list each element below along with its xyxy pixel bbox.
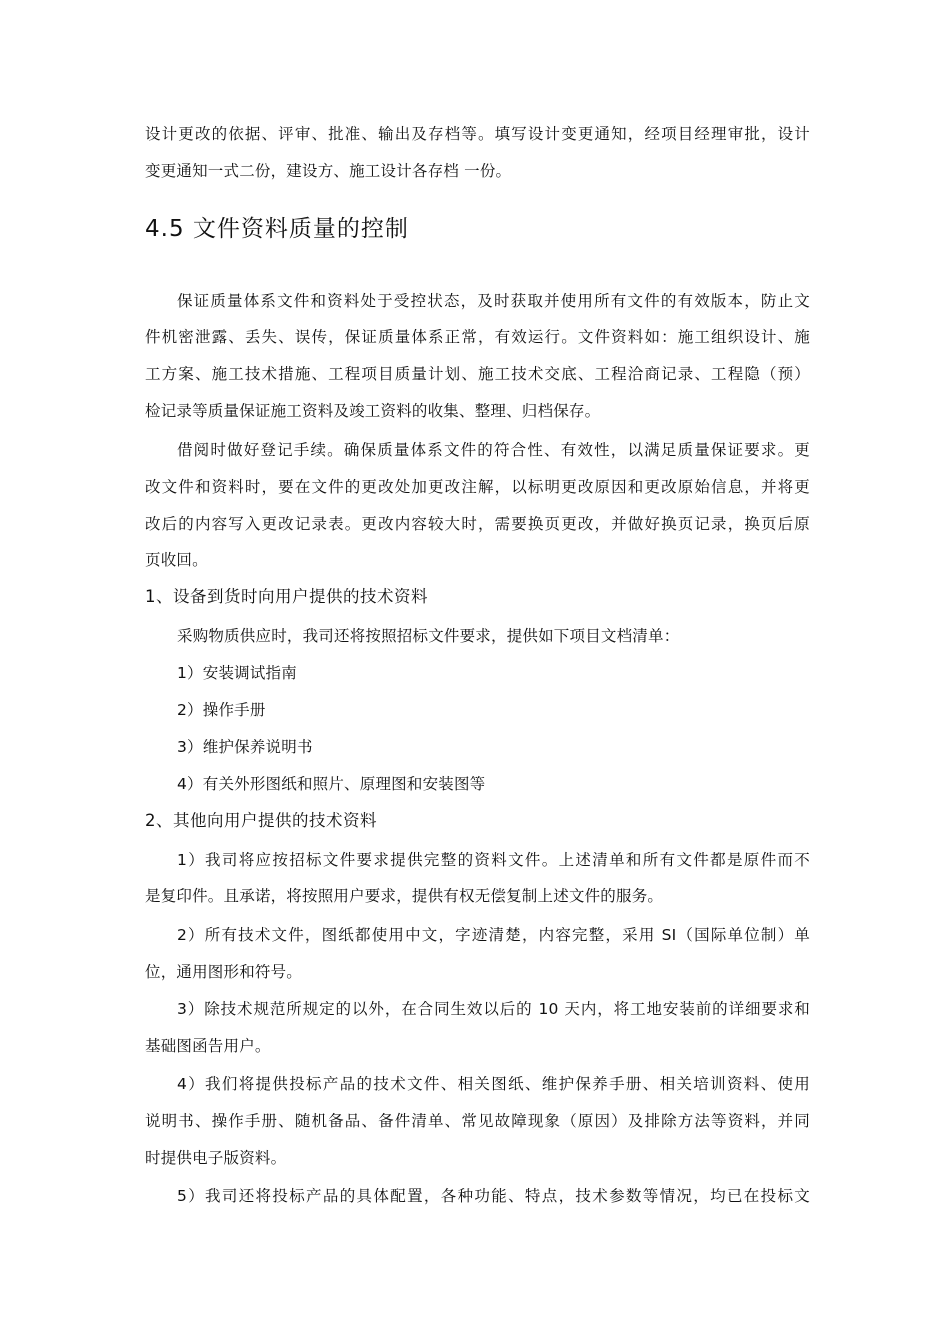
list-item: 4）有关外形图纸和照片、原理图和安装图等 [177,775,486,793]
para1-line-1: 保证质量体系文件和资料处于受控状态，及时获取并使用所有文件的有效版本，防止文 [177,292,810,310]
para1-line-2: 件机密泄露、丢失、误传，保证质量体系正常，有效运行。文件资料如：施工组织设计、施 [145,328,810,346]
para2-line-3: 改后的内容写入更改记录表。更改内容较大时，需要换页更改，并做好换页记录，换页后原 [145,515,810,533]
sub2-p1-line-2: 是复印件。且承诺，将按照用户要求，提供有权无偿复制上述文件的服务。 [145,887,664,905]
para1-line-3: 工方案、施工技术措施、工程项目质量计划、施工技术交底、工程洽商记录、工程隐（预） [145,365,810,383]
para2-line-1: 借阅时做好登记手续。确保质量体系文件的符合性、有效性，以满足质量保证要求。更 [177,441,810,459]
sub2-p5-line-1: 5）我司还将投标产品的具体配置，各种功能、特点，技术参数等情况，均已在投标文 [177,1187,810,1205]
para2-line-2: 改文件和资料时，要在文件的更改处加更改注解，以标明更改原因和更改原始信息，并将更 [145,478,810,496]
section-heading: 4.5 文件资料质量的控制 [145,216,409,242]
list-item: 1）安装调试指南 [177,664,297,682]
sub2-p4-line-2: 说明书、操作手册、随机备品、备件清单、常见故障现象（原因）及排除方法等资料，并同 [145,1112,810,1130]
para1-line-4: 检记录等质量保证施工资料及竣工资料的收集、整理、归档保存。 [145,402,601,420]
list-item: 2）操作手册 [177,701,266,719]
subsection-2-title: 2、其他向用户提供的技术资料 [145,811,377,830]
sub2-p1-line-1: 1）我司将应按招标文件要求提供完整的资料文件。上述清单和所有文件都是原件而不 [177,851,810,869]
subsection-1-intro: 采购物质供应时，我司还将按照招标文件要求，提供如下项目文档清单： [177,627,680,645]
sub2-p3-line-1: 3）除技术规范所规定的以外，在合同生效以后的 10 天内，将工地安装前的详细要求和 [177,1000,810,1018]
sub2-p4-line-3: 时提供电子版资料。 [145,1149,287,1167]
intro-line-1: 设计更改的依据、评审、批准、输出及存档等。填写设计变更通知，经项目经理审批，设计 [145,125,810,143]
intro-line-2: 变更通知一式二份，建设方、施工设计各存档 一份。 [145,162,512,180]
list-item: 3）维护保养说明书 [177,738,313,756]
para2-line-4: 页收回。 [145,551,208,569]
sub2-p2-line-1: 2）所有技术文件，图纸都使用中文，字迹清楚，内容完整，采用 SI（国际单位制）单 [177,926,810,944]
sub2-p3-line-2: 基础图函告用户。 [145,1037,271,1055]
sub2-p4-line-1: 4）我们将提供投标产品的技术文件、相关图纸、维护保养手册、相关培训资料、使用 [177,1075,810,1093]
sub2-p2-line-2: 位，通用图形和符号。 [145,963,303,981]
subsection-1-title: 1、设备到货时向用户提供的技术资料 [145,587,428,606]
